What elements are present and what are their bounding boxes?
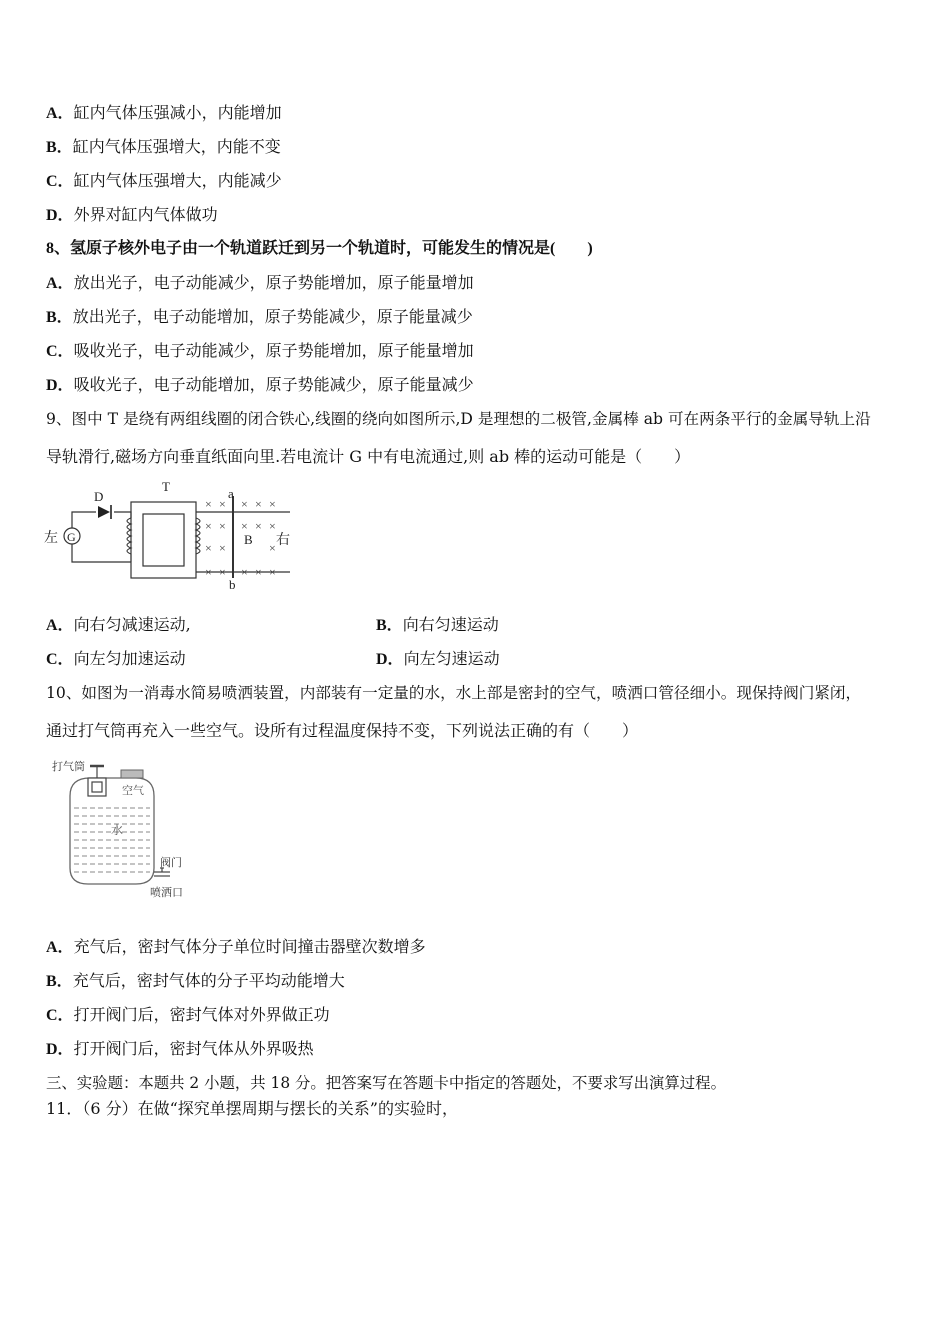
option-text: 打开阀门后，密封气体对外界做正功	[73, 1005, 330, 1024]
option-letter: A．	[46, 105, 74, 122]
field-cross: ×	[205, 541, 212, 555]
q9-option-a	[46, 615, 191, 636]
option-text: 向左匀速运动	[403, 649, 500, 668]
option-text: 缸内气体压强增大，内能不变	[72, 137, 281, 156]
option-letter: D．	[46, 1041, 74, 1058]
option-text: 吸收光子，电子动能增加，原子势能减少，原子能量减少	[73, 375, 474, 394]
air-vent	[121, 770, 143, 778]
field-cross: ×	[205, 497, 212, 511]
field-cross: ×	[269, 519, 276, 533]
q8-option-c	[46, 341, 474, 362]
field-cross: ×	[219, 541, 226, 555]
label-water: 水	[111, 823, 124, 837]
field-cross: ×	[205, 565, 212, 579]
q10-sprayer-figure	[50, 756, 200, 902]
q10-stem-line2: 通过打气筒再充入一些空气。设所有过程温度保持不变，下列说法正确的有（ ）	[46, 721, 639, 740]
field-cross: ×	[255, 565, 262, 579]
field-cross: ×	[219, 519, 226, 533]
q10-option-c	[46, 1005, 330, 1026]
label-b: b	[229, 577, 236, 592]
left-coil	[127, 518, 131, 562]
q10-option-d	[46, 1039, 314, 1060]
label-a: a	[228, 486, 234, 501]
q11-stem: 11．（6 分）在做“探究单摆周期与摆长的关系”的实验时，	[46, 1099, 458, 1118]
q10-stem-line1: 10、如图为一消毒水简易喷洒装置，内部装有一定量的水，水上部是密封的空气，喷洒口管径细小。现保持阀门紧闭，	[46, 684, 862, 702]
label-valve: 阀门	[160, 857, 182, 869]
option-letter: D．	[376, 651, 404, 668]
field-cross: ×	[241, 519, 248, 533]
q9-option-c	[46, 649, 186, 670]
option-text: 向右匀减速运动,	[73, 615, 191, 634]
option-text: 向右匀速运动	[402, 615, 499, 634]
q10-option-a	[46, 937, 426, 958]
field-cross: ×	[255, 497, 262, 511]
right-coil	[196, 518, 200, 554]
option-letter: D．	[46, 207, 74, 224]
q7-option-c	[46, 171, 282, 192]
q8-option-a	[46, 273, 474, 294]
field-cross: ×	[241, 565, 248, 579]
pump-symbol	[88, 766, 106, 796]
option-letter: C．	[46, 173, 74, 190]
q8-option-b	[46, 307, 473, 328]
label-left: 左	[44, 531, 58, 546]
option-text: 吸收光子，电子动能减少，原子势能增加，原子能量增加	[73, 341, 474, 360]
q9-stem-line2: 导轨滑行,磁场方向垂直纸面向里.若电流计 G 中有电流通过,则 ab 棒的运动可能是（ ）	[46, 447, 691, 466]
label-field-b: B	[244, 532, 253, 547]
label-air: 空气	[122, 785, 144, 797]
field-cross: ×	[205, 519, 212, 533]
option-letter: B．	[46, 309, 73, 326]
field-cross: ×	[219, 497, 226, 511]
option-text: 放出光子，电子动能减少，原子势能增加，原子能量增加	[73, 273, 474, 292]
option-text: 充气后，密封气体分子单位时间撞击器壁次数增多	[73, 937, 426, 956]
q7-option-d	[46, 205, 218, 226]
option-text: 向左匀加速运动	[73, 649, 186, 668]
option-letter: B．	[46, 973, 73, 990]
q9-option-b	[376, 615, 499, 636]
option-text: 充气后，密封气体的分子平均动能增大	[72, 971, 345, 990]
label-pump: 打气筒	[52, 761, 85, 773]
label-t: T	[162, 479, 170, 494]
q7-option-b	[46, 137, 281, 158]
label-g: G	[67, 530, 76, 544]
option-text: 缸内气体压强减小，内能增加	[73, 103, 282, 122]
option-text: 缸内气体压强增大，内能减少	[73, 171, 282, 190]
option-letter: C．	[46, 1007, 74, 1024]
iron-core-window	[143, 514, 184, 566]
label-right: 右	[276, 533, 290, 548]
field-cross: ×	[269, 497, 276, 511]
section3-heading: 三、实验题：本题共 2 小题，共 18 分。把答案写在答题卡中指定的答题处，不要求写出演算过程。	[46, 1074, 726, 1092]
valve-outlet	[154, 868, 170, 876]
option-letter: A．	[46, 617, 74, 634]
field-cross: ×	[241, 497, 248, 511]
option-letter: C．	[46, 651, 74, 668]
option-text: 打开阀门后，密封气体从外界吸热	[73, 1039, 314, 1058]
option-letter: B．	[376, 617, 403, 634]
q8-stem: 8、氢原子核外电子由一个轨道跃迁到另一个轨道时，可能发生的情况是( )	[46, 240, 593, 257]
option-text: 放出光子，电子动能增加，原子势能减少，原子能量减少	[72, 307, 473, 326]
option-letter: C．	[46, 343, 74, 360]
option-letter: D．	[46, 377, 74, 394]
magnetic-field-crosses	[205, 497, 276, 579]
field-cross: ×	[269, 541, 276, 555]
diode-symbol	[98, 505, 111, 519]
q9-circuit-figure	[42, 478, 302, 593]
label-nozzle: 喷洒口	[150, 887, 183, 899]
option-letter: B．	[46, 139, 73, 156]
q10-option-b	[46, 971, 345, 992]
q8-option-d	[46, 375, 474, 396]
q9-option-d	[376, 649, 500, 670]
option-letter: A．	[46, 939, 74, 956]
field-cross: ×	[219, 565, 226, 579]
option-letter: A．	[46, 275, 74, 292]
label-d: D	[94, 489, 104, 504]
field-cross: ×	[269, 565, 276, 579]
q7-option-a	[46, 103, 282, 124]
q9-stem-line1: 9、图中 T 是绕有两组线圈的闭合铁心,线圈的绕向如图所示,D 是理想的二极管,金属棒 ab 可在两条平行的金属导轨上沿	[46, 410, 871, 428]
option-text: 外界对缸内气体做功	[73, 205, 218, 224]
field-cross: ×	[255, 519, 262, 533]
